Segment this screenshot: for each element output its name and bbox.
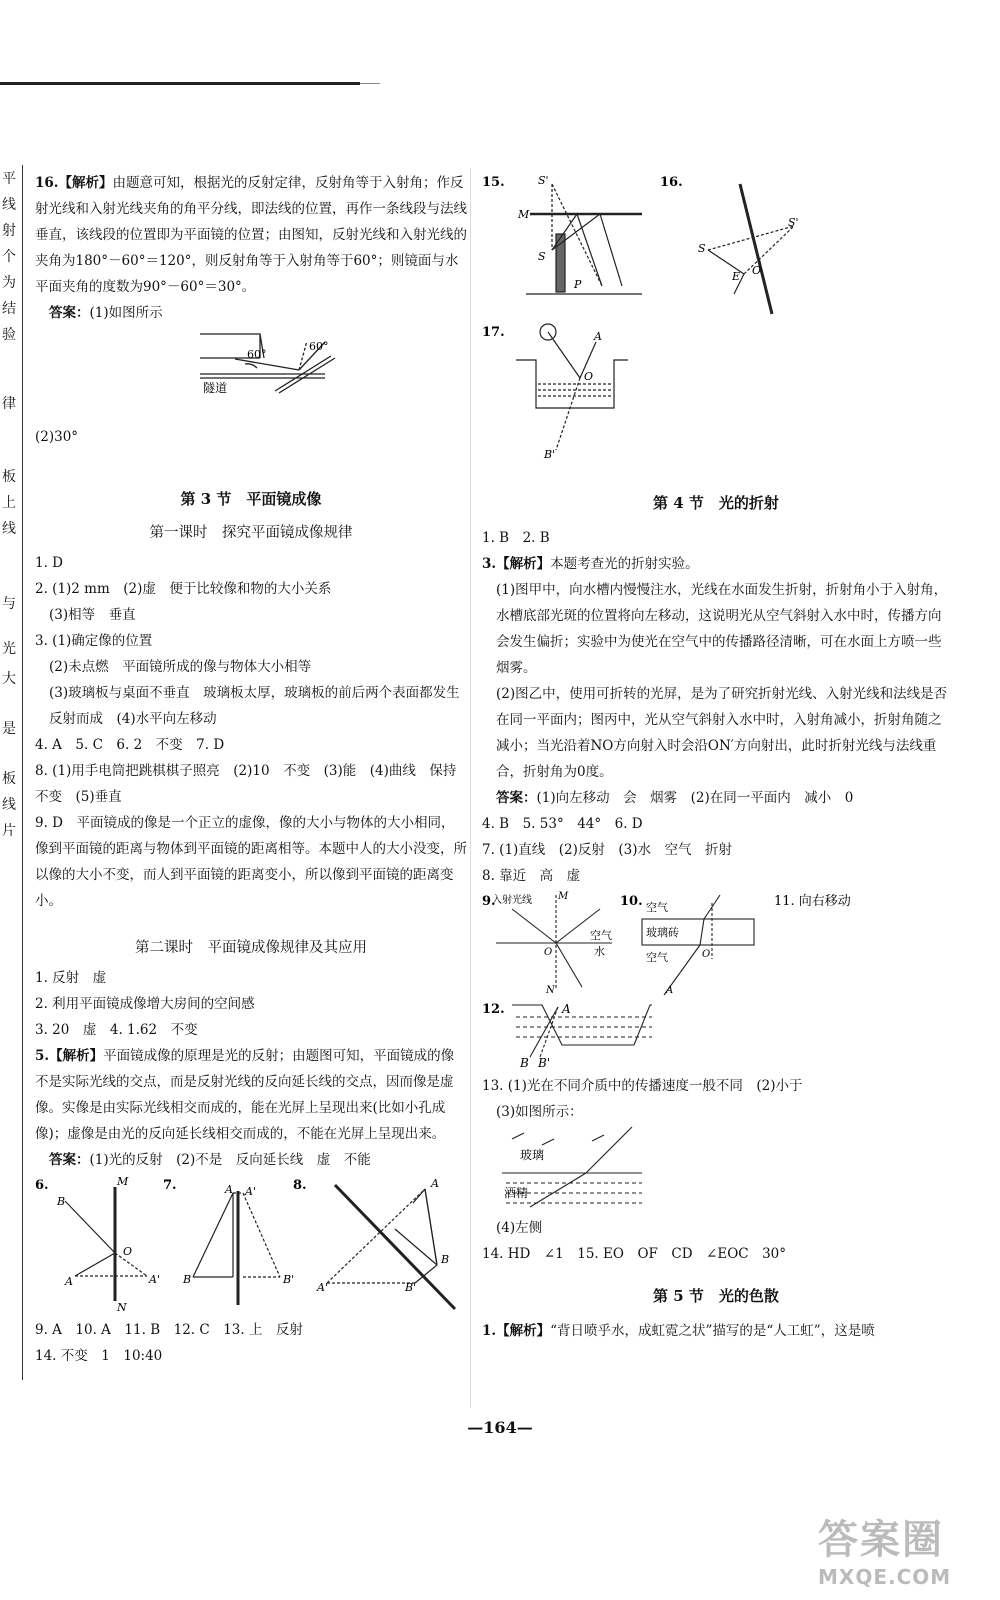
margin-char: 平 — [2, 171, 16, 187]
fig10-label: O — [702, 949, 711, 960]
q5-answer: 答案：(1)光的反射 (2)不是 反向延长线 虚 不能 — [49, 1152, 371, 1168]
l1-item: (3)相等 垂直 — [49, 607, 136, 623]
fig13-label: 玻璃 — [520, 1148, 545, 1162]
fig8-label: A — [431, 1177, 439, 1190]
fig-number: 15. — [482, 175, 505, 190]
l1-item: (3)玻璃板与桌面不垂直 玻璃板太厚，玻璃板的前后两个表面都发生反射而成 (4)水平向左移动 — [49, 685, 460, 727]
header-rule — [0, 82, 360, 85]
fig15-label: S — [538, 250, 546, 263]
fig7-label: A' — [245, 1185, 256, 1198]
margin-char: 上 — [2, 495, 16, 511]
figs-15-16 — [482, 170, 950, 320]
margin-char: 是 — [2, 721, 16, 737]
lesson-1-title: 第一课时 探究平面镜成像规律 — [149, 525, 353, 541]
fig9-label: 空气 — [590, 929, 612, 942]
lesson-2-title: 第二课时 平面镜成像规律及其应用 — [135, 940, 367, 956]
fig9-label: 入射光线 — [492, 895, 532, 906]
fig-number: 16. — [660, 175, 683, 190]
s4-item: 1. B 2. B — [482, 530, 550, 546]
fig-number: 12. — [482, 1002, 505, 1017]
fig15-label: P — [574, 278, 582, 291]
q11-text: 11. 向右移动 — [774, 894, 851, 909]
fig12-label: A — [562, 1002, 571, 1016]
q14-15: 14. HD ∠1 15. EO OF CD ∠EOC 30° — [482, 1246, 787, 1262]
fig10-label: A — [666, 985, 674, 996]
l1-item: 2. (1)2 mm (2)虚 便于比较像和物的大小关系 — [35, 581, 332, 597]
fig7-label: B' — [283, 1273, 295, 1286]
fig-13 — [482, 1125, 950, 1215]
l1-item: 4. A 5. C 6. 2 不变 7. D — [35, 737, 225, 753]
fig-q16-tunnel — [35, 326, 467, 418]
s4-item: 4. B 5. 53° 44° 6. D — [482, 816, 643, 832]
q5-analysis: 5.【解析】平面镜成像的原理是光的反射；由题图可知，平面镜成的像不是实际光线的交点，而是反射光线的反向延长线的交点，因而像是虚像。实像是由实际光线相交而成的，能在光屏上呈现出来(比如小孔成像)；虚像是由光的反向延长线相交而成的，不能在光屏上呈现出来。 — [35, 1048, 455, 1142]
margin-char: 个 — [2, 249, 16, 265]
fig-angle-label: 60° — [309, 340, 329, 353]
l2-item: 2. 利用平面镜成像增大房间的空间感 — [35, 996, 255, 1012]
margin-char: 与 — [2, 596, 16, 612]
fig10-label: 空气 — [646, 951, 668, 964]
section-4-title: 第 4 节 光的折射 — [653, 494, 779, 512]
fig17-label: B' — [544, 448, 556, 461]
fig17-label: A — [594, 330, 602, 343]
fig9-label: M — [558, 891, 569, 902]
fig-number: 6. — [35, 1178, 49, 1193]
margin-char: 线 — [2, 521, 16, 537]
fig15-label: S' — [538, 174, 549, 187]
fig16-label: E — [732, 270, 741, 283]
fig7-label: B — [183, 1273, 192, 1286]
q16-answer: 答案：(1)如图所示 — [49, 305, 163, 321]
fig16-label: O — [752, 264, 762, 277]
margin-char: 律 — [2, 396, 16, 412]
l2-item: 1. 反射 虚 — [35, 970, 107, 986]
column-divider — [470, 168, 471, 1408]
figs-6-7-8 — [35, 1173, 467, 1313]
margin-char: 线 — [2, 797, 16, 813]
fig-12 — [482, 997, 950, 1073]
q3-answer: 答案：(1)向左移动 会 烟雾 (2)在同一平面内 减小 0 — [496, 790, 854, 806]
l1-item: 8. (1)用手电筒把跳棋棋子照亮 (2)10 不变 (3)能 (4)曲线 保持不变 (5)垂直 — [35, 763, 457, 805]
s4-item: 8. 靠近 高 虚 — [482, 868, 581, 884]
q16-analysis: 16.【解析】由题意可知，根据光的反射定律，反射角等于入射角；作反射光线和入射光线夹角的角平分线，即法线的位置，再作一条线段与法线垂直，该线段的位置即为平面镜的位置；由图知，反射光线和入射光线的夹角为180°－60°＝120°，则反射角等于入射角等于60°；则镜面与水平面夹角的度数为90°－60°＝30°。 — [35, 175, 467, 295]
fig6-label: B — [57, 1195, 66, 1208]
fig17-label: O — [584, 370, 594, 383]
fig-tunnel-label: 隧道 — [203, 381, 228, 395]
fig6-label: N — [117, 1301, 127, 1313]
fig-17 — [482, 320, 950, 462]
margin-char: 线 — [2, 197, 16, 213]
margin-char: 射 — [2, 223, 16, 239]
fig8-label: B' — [405, 1281, 417, 1294]
l1-item: (2)未点燃 平面镜所成的像与物体大小相等 — [49, 659, 312, 675]
fig-number: 7. — [163, 1178, 177, 1193]
fig6-label: O — [123, 1245, 133, 1258]
q13-line: (3)如图所示： — [496, 1104, 583, 1120]
fig8-label: A' — [317, 1281, 328, 1294]
figs-9-10-11 — [482, 889, 950, 997]
fig7-label: A — [225, 1183, 233, 1196]
watermark-url: MXQE.COM — [818, 1565, 952, 1589]
q13-line: 13. (1)光在不同介质中的传播速度一般不同 (2)小于 — [482, 1078, 803, 1094]
q3-part2: (2)图乙中，使用可折转的光屏，是为了研究折射光线、入射光线和法线是否在同一平面内；图丙中，光从空气斜射入水中时，入射角减小，折射角随之减小；当光沿着NO方向射入时会沿ON′方向射出，此时折射光线与法线重合，折射角为0度。 — [496, 686, 948, 780]
right-column — [482, 170, 950, 1344]
q13-line: (4)左侧 — [496, 1220, 543, 1236]
fig12-label: B — [520, 1056, 529, 1070]
l1-item: 3. (1)确定像的位置 — [35, 633, 153, 649]
fig13-label: 酒精 — [504, 1186, 529, 1200]
fig-number: 8. — [293, 1178, 307, 1193]
fig9-label: N — [546, 985, 555, 996]
page-number: —164— — [467, 1418, 533, 1437]
margin-char: 板 — [2, 469, 16, 485]
fig-number: 17. — [482, 325, 505, 340]
l2-item: 3. 20 虚 4. 1.62 不变 — [35, 1022, 198, 1038]
fig16-label: S — [698, 242, 706, 255]
margin-char: 片 — [2, 823, 16, 839]
left-column — [35, 170, 467, 1369]
fig9-label: 水 — [594, 945, 605, 958]
q3-analysis: 3.【解析】本题考查光的折射实验。 — [482, 556, 699, 572]
margin-rule — [22, 165, 23, 1380]
fig10-label: 玻璃砖 — [646, 926, 679, 939]
section-3-title: 第 3 节 平面镜成像 — [180, 490, 322, 508]
fig12-label: B' — [538, 1056, 551, 1070]
fig-number: 9. — [482, 894, 496, 909]
l1-item: 9. D 平面镜成的像是一个正立的虚像，像的大小与物体的大小相同，像到平面镜的距离与物体到平面镜的距离相等。本题中人的大小没变，所以像的大小不变，而人到平面镜的距离变小，所以像到平面镜的距离变小。 — [35, 815, 467, 909]
margin-char: 为 — [2, 275, 16, 291]
l1-item: 1. D — [35, 555, 63, 571]
margin-char: 结 — [2, 301, 16, 317]
header-rule-thin — [360, 83, 380, 84]
margin-char: 验 — [2, 327, 16, 343]
fig-number: 10. — [620, 894, 643, 909]
fig6-label: M — [117, 1175, 129, 1188]
tail-item: 9. A 10. A 11. B 12. C 13. 上 反射 — [35, 1322, 303, 1338]
fig-angle-label: 60° — [247, 348, 267, 361]
q16-part2: (2)30° — [35, 429, 79, 445]
q3-part1: (1)图甲中，向水槽内慢慢注水，光线在水面发生折射，折射角小于入射角，水槽底部光斑的位置将向左移动，这说明光从空气斜射入水中时，传播方向会发生偏折；实验中为使光在空气中的传播路径清晰，可在水面上方喷一些烟雾。 — [496, 582, 948, 676]
fig16-label: S' — [788, 216, 799, 229]
fig6-label: A — [65, 1275, 73, 1288]
margin-char: 板 — [2, 771, 16, 787]
margin-char: 光 — [2, 641, 16, 657]
s5-q1: 1.【解析】“背日喷乎水，成虹霓之状”描写的是“人工虹”，这是喷 — [482, 1323, 875, 1339]
watermark — [818, 1508, 986, 1589]
watermark-logo: 答案圈 — [818, 1517, 944, 1563]
fig6-label: A' — [149, 1273, 160, 1286]
fig10-label: 空气 — [646, 901, 668, 914]
margin-char: 大 — [2, 671, 16, 687]
fig9-label: O — [544, 947, 553, 958]
fig15-label: M — [518, 208, 530, 221]
section-5-title: 第 5 节 光的色散 — [653, 1287, 779, 1305]
s4-item: 7. (1)直线 (2)反射 (3)水 空气 折射 — [482, 842, 733, 858]
tail-item: 14. 不变 1 10:40 — [35, 1348, 163, 1364]
fig8-label: B — [441, 1253, 450, 1266]
